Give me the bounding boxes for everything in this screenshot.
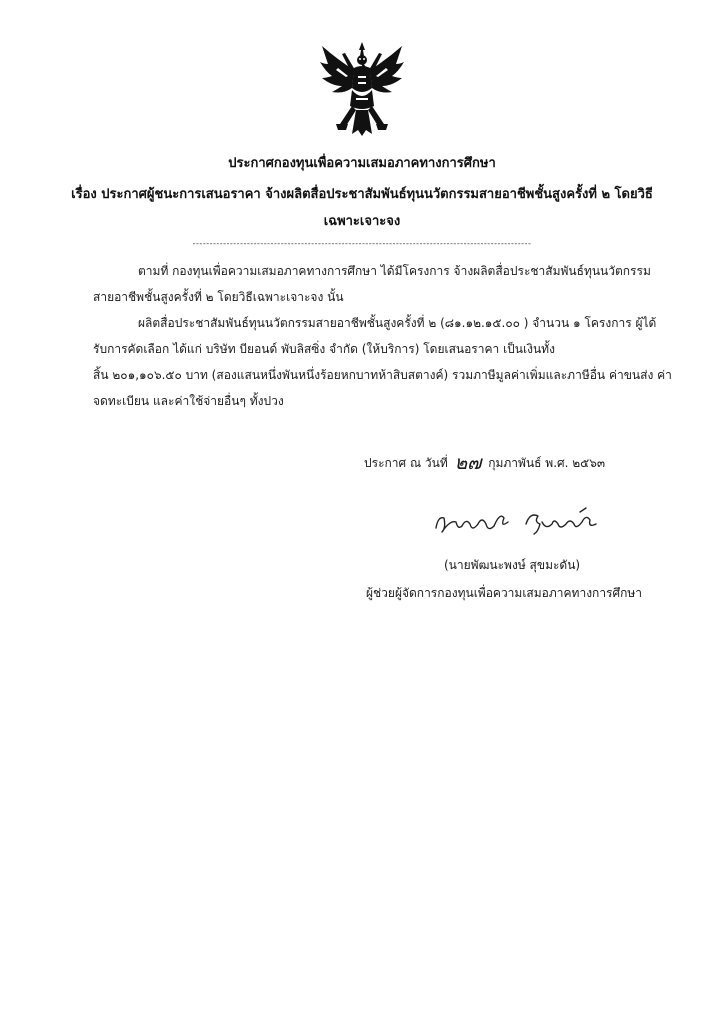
divider: ---------------------------------------------------------------------------------------------------- [192,239,532,248]
paragraph-1-line-1: ตามที่ กองทุนเพื่อความเสมอภาคทางการศึกษา ได้มีโครงการ จ้างผลิตสื่อประชาสัมพันธ์ทุนนวัตกรรม [138,264,651,278]
announcement-prefix: ประกาศ ณ วันที่ [364,456,448,470]
document-title: ประกาศกองทุนเพื่อความเสมอภาคทางการศึกษา [228,156,496,171]
announcement-date [364,446,605,476]
subject-line-continued: เฉพาะเจาะจง [323,214,401,229]
garuda-emblem-icon [318,40,406,138]
signer-position: ผู้ช่วยผู้จัดการกองทุนเพื่อความเสมอภาคทางการศึกษา [366,586,643,600]
handwritten-signature [430,502,610,540]
paragraph-2-line-3: สิ้น ๒๐๑,๑๐๖.๕๐ บาท (สองแสนหนึ่งพันหนึ่งร้อยหกบาทห้าสิบสตางค์) รวมภาษีมูลค่าเพิ่มและภาษีอื่น ค่าขนส่ง ค่า [93,368,672,382]
paragraph-2-line-2: รับการคัดเลือก ได้แก่ บริษัท บียอนด์ พับลิสซิ่ง จำกัด (ให้บริการ) โดยเสนอราคา เป็นเงินทั้ง [93,342,555,356]
subject-line: เรื่อง ประกาศผู้ชนะการเสนอราคา จ้างผลิตสื่อประชาสัมพันธ์ทุนนวัตกรรมสายอาชีพชั้นสูงครั้งที่ ๒ โดยวิธี [71,187,653,202]
announcement-day: ๒๗ [454,452,482,474]
announcement-month-year: กุมภาพันธ์ พ.ศ. ๒๕๖๓ [488,456,606,470]
paragraph-1-line-2: สายอาชีพชั้นสูงครั้งที่ ๒ โดยวิธีเฉพาะเจาะจง นั้น [93,290,344,304]
signer-name: (นายพัฒนะพงษ์ สุขมะดัน) [444,558,581,572]
paragraph-2-line-1: ผลิตสื่อประชาสัมพันธ์ทุนนวัตกรรมสายอาชีพชั้นสูงครั้งที่ ๒ (๘๑.๑๒.๑๕.๐๐ ) จำนวน ๑ โครงการ ผู้ได้ [138,316,657,330]
paragraph-2-line-4: จดทะเบียน และค่าใช้จ่ายอื่นๆ ทั้งปวง [93,394,284,408]
